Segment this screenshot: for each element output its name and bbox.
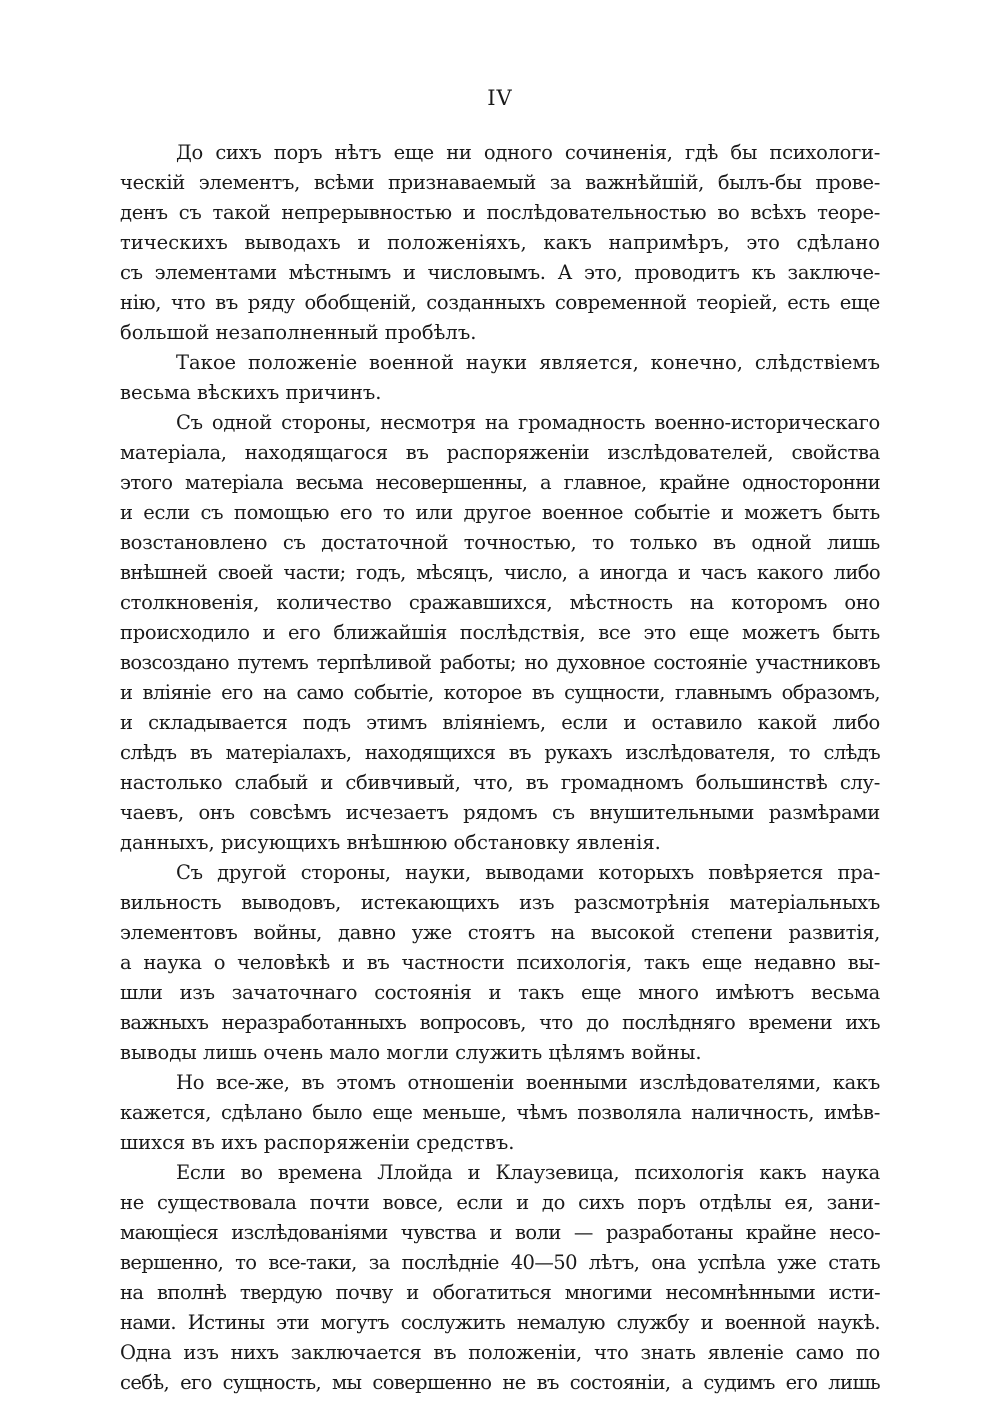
text-line: и если съ помощью его то или другое военное событіе и можетъ быть xyxy=(120,501,880,524)
text-line: тическихъ выводахъ и положеніяхъ, какъ напримѣръ, это сдѣлано xyxy=(120,231,880,254)
text-line: вершенно, то все-таки, за послѣдніе 40—50 лѣтъ, она успѣла уже стать xyxy=(120,1251,880,1274)
text-line: Съ другой стороны, науки, выводами которыхъ повѣряется пра- xyxy=(176,861,880,884)
text-line: весьма вѣскихъ причинъ. xyxy=(120,381,382,404)
text-line: шли изъ зачаточнаго состоянія и такъ еще много имѣютъ весьма xyxy=(120,981,880,1004)
text-line: Такое положеніе военной науки является, конечно, слѣдствіемъ xyxy=(176,351,880,374)
text-line: слѣдъ въ матеріалахъ, находящихся въ рукахъ изслѣдователя, то слѣдъ xyxy=(120,741,880,764)
text-line: внѣшней своей части; годъ, мѣсяцъ, число, а иногда и часъ какого либо xyxy=(120,561,880,584)
text-line: шихся въ ихъ распоряженіи средствъ. xyxy=(120,1131,515,1154)
text-line: и складывается подъ этимъ вліяніемъ, если и оставило какой либо xyxy=(120,711,880,734)
text-line: этого матеріала весьма несовершенны, а главное, крайне односторонни xyxy=(120,471,880,494)
paragraph-4 xyxy=(120,858,880,1068)
text-line: денъ съ такой непрерывностью и послѣдовательностью во всѣхъ теоре- xyxy=(120,201,880,224)
text-line: матеріала, находящагося въ распоряженіи изслѣдователей, свойства xyxy=(120,441,880,464)
paragraph-2 xyxy=(120,348,880,408)
text-line: себѣ, его сущность, мы совершенно не въ состояніи, а судимъ его лишь xyxy=(120,1371,880,1394)
text-line: ческій элементъ, всѣми признаваемый за важнѣйшій, былъ-бы прове- xyxy=(120,171,880,194)
text-line: Но все-же, въ этомъ отношеніи военными изслѣдователями, какъ xyxy=(176,1071,880,1094)
text-line: Съ одной стороны, несмотря на громадность военно-историческаго xyxy=(176,411,880,434)
paragraph-6 xyxy=(120,1158,880,1398)
text-line: Одна изъ нихъ заключается въ положеніи, что знать явленіе само по xyxy=(120,1341,880,1364)
paragraph-1 xyxy=(120,138,880,348)
text-line: кажется, сдѣлано было еще меньше, чѣмъ позволяла наличность, имѣв- xyxy=(120,1101,880,1124)
text-line: возстановлено съ достаточной точностью, то только въ одной лишь xyxy=(120,531,880,554)
text-line: вильность выводовъ, истекающихъ изъ разсмотрѣнія матеріальныхъ xyxy=(120,891,880,914)
text-line: столкновенія, количество сражавшихся, мѣстность на которомъ оно xyxy=(120,591,880,614)
text-line: До сихъ поръ нѣтъ еще ни одного сочиненія, гдѣ бы психологи- xyxy=(176,141,880,164)
text-line: не существовала почти вовсе, если и до сихъ поръ отдѣлы ея, зани- xyxy=(120,1191,880,1214)
text-line: возсоздано путемъ терпѣливой работы; но духовное состояніе участниковъ xyxy=(120,651,880,674)
text-line: элементовъ войны, давно уже стоятъ на высокой степени развитія, xyxy=(120,921,880,944)
text-line: съ элементами мѣстнымъ и числовымъ. А это, проводитъ къ заключе- xyxy=(120,261,880,284)
paragraph-5 xyxy=(120,1068,880,1158)
text-line: и вліяніе его на само событіе, которое въ сущности, главнымъ образомъ, xyxy=(120,681,880,704)
text-line: важныхъ неразработанныхъ вопросовъ, что до послѣдняго времени ихъ xyxy=(120,1011,880,1034)
text-line: нами. Истины эти могутъ сослужить немалую службу и военной наукѣ. xyxy=(120,1311,880,1334)
text-line: на вполнѣ твердую почву и обогатиться многими несомнѣнными исти- xyxy=(120,1281,880,1304)
paragraph-3 xyxy=(120,408,880,858)
text-line: происходило и его ближайшія послѣдствія, все это еще можетъ быть xyxy=(120,621,880,644)
text-line: а наука о человѣкѣ и въ частности психологія, такъ еще недавно вы- xyxy=(120,951,880,974)
text-line: настолько слабый и сбивчивый, что, въ громадномъ большинствѣ слу- xyxy=(120,771,880,794)
body-text xyxy=(120,138,880,1398)
text-line: Если во времена Ллойда и Клаузевица, психологія какъ наука xyxy=(176,1161,880,1184)
text-line: мающіеся изслѣдованіями чувства и воли — разработаны крайне несо- xyxy=(120,1221,880,1244)
text-line: чаевъ, онъ совсѣмъ исчезаетъ рядомъ съ внушительными размѣрами xyxy=(120,801,880,824)
text-line: нію, что въ ряду обобщеній, созданныхъ современной теоріей, есть еще xyxy=(120,291,880,314)
text-line: выводы лишь очень мало могли служить цѣлямъ войны. xyxy=(120,1041,702,1064)
text-line: большой незаполненный пробѣлъ. xyxy=(120,321,477,344)
page-number: IV xyxy=(487,86,513,110)
text-line: данныхъ, рисующихъ внѣшнюю обстановку явленія. xyxy=(120,831,661,854)
